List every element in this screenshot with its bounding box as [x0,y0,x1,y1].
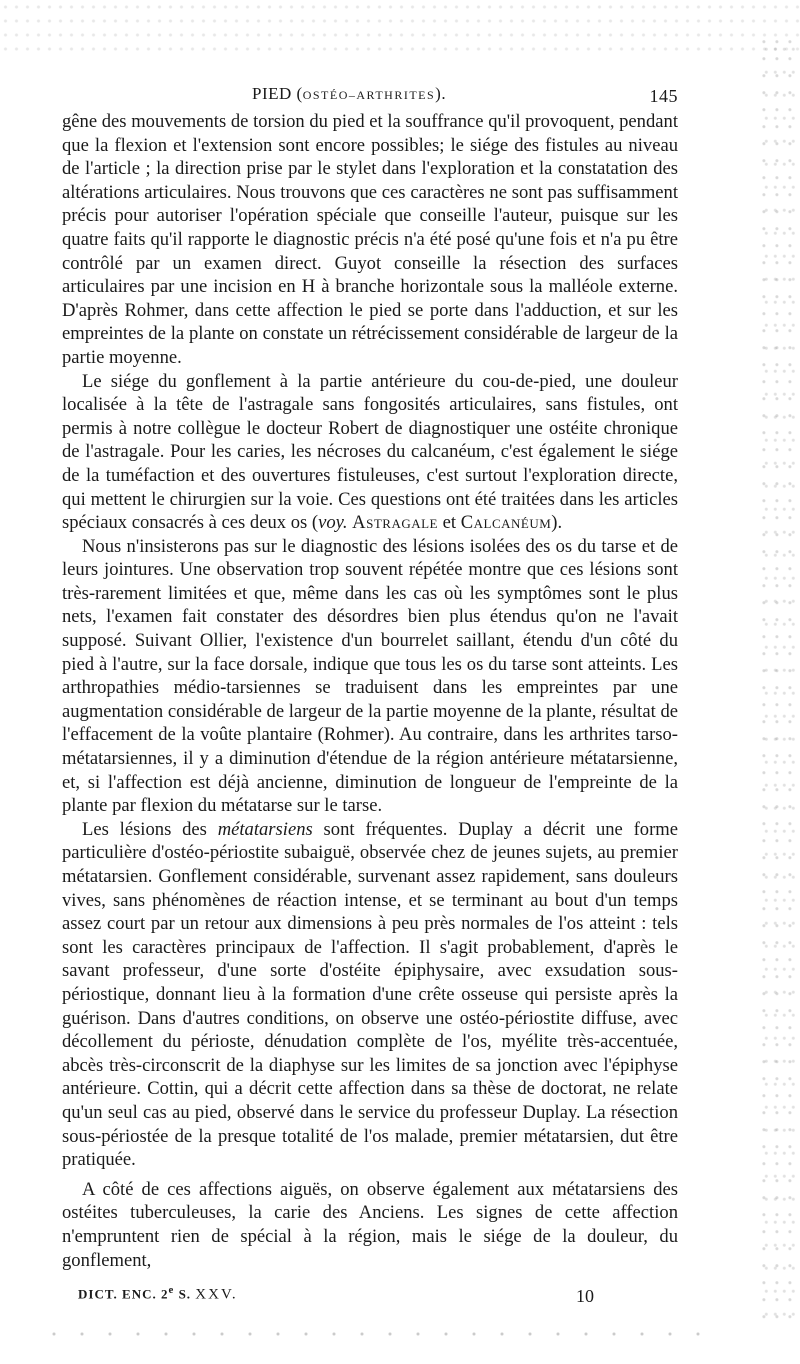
book-page [62,78,678,1314]
page-number: 145 [649,86,678,106]
paragraph-2-text: Le siége du gonflement à la partie antérieure du cou-de-pied, une douleur localisée à la tête de l'astragale sans fongosités articulaires, sans fistules, ont permis à notre collègue le docteur Robert de diagnostiquer une ostéite chronique de l'astragale. Pour les caries, les nécroses du calcanéum, c'est également le siége de la tuméfaction et des ouvertures fistuleuses, c'est surtout l'exploration directe, qui mettent le chirurgien sur la voie. Ces questions ont été traitées dans les articles spéciaux consacrés à ces deux os ( [62,370,678,534]
paragraph-5: A côté de ces affections aiguës, on observe également aux métatarsiens des ostéites tuberculeuses, la carie des Anciens. Les signes de cette affection n'empruntent rien de spécial à la région, mais le siége de la douleur, du gonflement, [62,1178,678,1271]
running-title-smallcaps: OSTÉO–ARTHRITES [302,88,436,102]
series-superscript: e [168,1284,175,1297]
series-text: S. [174,1286,192,1302]
printer-signature [78,1284,238,1303]
emphasis-metatarsiens: métatarsiens [217,818,313,840]
scan-top-noise [0,0,800,60]
paragraph-4-lead: Les lésions des [82,818,218,840]
sheet-number: 10 [576,1286,594,1307]
signature-text: DICT. ENC. 2 [78,1286,169,1302]
paragraph-3: Nous n'insisterons pas sur le diagnostic des lésions isolées des os du tarse et de leurs jointures. Une observation trop souvent répétée montre que ces lésions sont très-rarement limitées et que, même dans les cas où les symptômes sont le plus nets, l'examen fait constater des désordres bien plus étendus qu'on ne l'avait supposé. Suivant Ollier, l'existence d'un bourrelet saillant, étendu d'un côté du pied à l'autre, sur la face dorsale, indique que tous les os du tarse sont atteints. Les arthropathies médio-tarsiennes se traduisent dans les empreintes par une augmentation considérable de largeur de la partie moyenne de la plante, résultat de l'effacement de la voûte plantaire (Rohmer). Au contraire, dans les arthrites tarso-métatarsiennes, il y a diminution d'étendue de la région antérieure métatarsienne, et, si l'affection est déjà ancienne, diminution de longueur de l'empreinte de la plante par flexion du métatarse sur le tarse. [62,535,678,817]
paragraph-2-joiner: et [438,512,461,534]
running-head [62,78,678,106]
cross-reference-astragale: Astragale [352,512,438,534]
scan-bottom-dots [40,1330,720,1338]
paragraph-4 [62,818,678,1172]
paragraph-1: gêne des mouvements de torsion du pied et la souffrance qu'il provoquent, pendant que la flexion et l'extension sont encore possibles; le siége des fistules au niveau de l'article ; la direction prise par le stylet dans l'exploration et la constatation des altérations articulaires. Nous trouvons que ces caractères ne sont pas suffisamment précis pour autoriser l'opération spéciale que conseille l'auteur, puisque sur les quatre faits qu'il rapporte le diagnostic précis n'a été posé qu'une fois et n'a pu être contrôlé par un examen direct. Guyot conseille la résection des surfaces articulaires par une incision en H à branche horizontale sous la malléole externe. D'après Rohmer, dans cette affection le pied se porte dans l'adduction, et sur les empreintes de la plante on constate un rétrécissement considérable de largeur de la partie moyenne. [62,111,678,368]
scan-edge-noise [760,40,800,1330]
running-title-main: PIED ( [252,84,303,103]
paragraph-2-closing: ). [551,512,563,534]
volume-number: XXV. [195,1286,238,1303]
paragraph-2 [62,370,678,535]
body-text [62,110,678,1272]
page-footer [62,1284,678,1314]
voy-abbreviation: voy. [318,512,348,534]
paragraph-4-text: sont fréquentes. Duplay a décrit une forme particulière d'ostéo-périostite subaiguë, observée chez de jeunes sujets, au premier métatarsien. Gonflement considérable, survenant assez rapidement, sans douleurs vives, sans phénomènes de réaction intense, et se terminant au bout d'un temps assez court par un retour aux dimensions à peu près normales de l'os atteint : tels sont les caractères principaux de l'affection. Il s'agit probablement, d'après le savant professeur, d'une sorte d'ostéite épiphysaire, avec exsudation sous-périostique, donnant lieu à la formation d'une crête osseuse qui persiste après la guérison. Dans d'autres conditions, on observe une ostéo-périostite diffuse, avec décollement du périoste, dénudation complète de l'os, myélite très-accentuée, abcès très-circonscrit de la diaphyse sur les limites de sa jonction avec l'épiphyse antérieure. Cottin, qui a décrit cette affection dans sa thèse de doctorat, ne relate qu'un seul cas au pied, observé dans le service du professeur Duplay. La résection sous-périostée de la presque totalité de l'os malade, premier métatarsien, dut être pratiquée. [62,818,678,1171]
running-title [252,84,446,104]
running-title-end: ). [435,84,447,103]
cross-reference-calcaneum: Calcanéum [460,512,552,534]
